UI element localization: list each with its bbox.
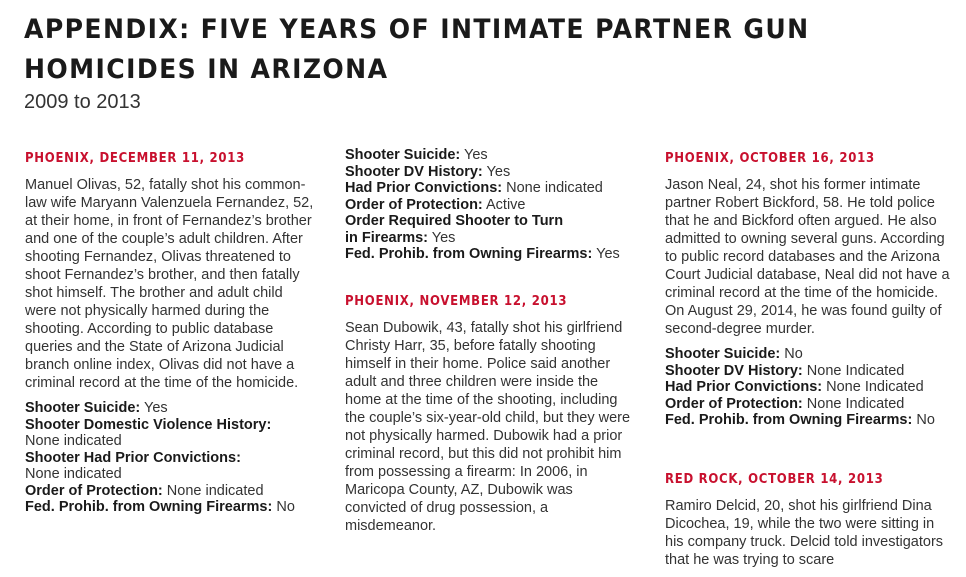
fact-label: Shooter DV History: bbox=[345, 163, 483, 180]
fact-label: Shooter Suicide: bbox=[25, 400, 141, 416]
fact-label: Order of Protection: bbox=[345, 196, 483, 213]
fact-row bbox=[345, 213, 575, 246]
fact-value: None Indicated bbox=[806, 395, 905, 412]
fact-value: Yes bbox=[431, 229, 456, 246]
entry-narrative: Manuel Olivas, 52, fatally shot his common-law wife Maryann Valenzuela Fernandez, 52, at their home, in front of Fernandez’s brother and one of the couple’s adult children. After shooting Fernandez, Olivas threatened to shoot Fernandez’s brother, and then fatally shot himself. The brother and adult child were not physically harmed during the shooting. According to public database queries and the State of Arizona Judicial branch online index, Olivas did not have a criminal record at the time of the homicide. bbox=[25, 177, 314, 391]
fact-value: None indicated bbox=[506, 180, 603, 196]
entry-facts bbox=[345, 147, 635, 263]
fact-label: Shooter DV History: bbox=[665, 362, 803, 379]
entry-heading: PHOENIX, DECEMBER 11, 2013 bbox=[25, 151, 245, 166]
entry-heading: PHOENIX, OCTOBER 16, 2013 bbox=[665, 151, 875, 166]
entry-narrative: Sean Dubowik, 43, fatally shot his girlfriend Christy Harr, 35, before fatally shooting himself in their home. Police said another adult and three children were inside the home at the time of the shooting, including the couple’s six-year-old child, but they were not physically harmed. Dubowik had a prior criminal record, but this did not prohibit him from possessing a firearm: In 2006, in Maricopa County, AZ, Dubowik was convicted of drug possession, a misdemeanor. bbox=[345, 319, 631, 534]
fact-value: None indicated bbox=[25, 433, 122, 449]
fact-label: Order of Protection: bbox=[665, 395, 803, 412]
fact-label: Fed. Prohib. from Owning Firearms: bbox=[665, 412, 913, 428]
entry-heading: PHOENIX, NOVEMBER 12, 2013 bbox=[345, 293, 568, 309]
fact-row bbox=[25, 400, 315, 417]
fact-value: Yes bbox=[144, 400, 168, 416]
fact-label: Order Required Shooter to Turn in Firearms: bbox=[345, 213, 564, 246]
fact-row bbox=[665, 346, 955, 363]
fact-value: No bbox=[784, 346, 803, 362]
entry-narrative: Jason Neal, 24, shot his former intimate partner Robert Bickford, 58. He told police that he and Bickford often argued. He also admitted to owning several guns. According to public record databases and the Arizona Court Judicial database, Neal did not have a criminal record at the time of the homicide. On August 29, 2014, he was found guilty of second-degree murder. bbox=[665, 177, 950, 337]
spacer bbox=[345, 263, 635, 293]
column-2 bbox=[345, 147, 635, 543]
fact-value: None indicated bbox=[25, 466, 122, 482]
fact-row bbox=[665, 412, 955, 429]
fact-value: Active bbox=[486, 196, 526, 213]
fact-label: Shooter Suicide: bbox=[665, 346, 781, 362]
spacer bbox=[665, 429, 955, 471]
fact-value: None Indicated bbox=[806, 362, 905, 379]
fact-row bbox=[665, 363, 955, 380]
entry-narrative: Ramiro Delcid, 20, shot his girlfriend Dina Dicochea, 19, while the two were sitting in his company truck. Delcid told investigators that he was trying to scare bbox=[665, 497, 944, 568]
fact-row bbox=[665, 396, 955, 413]
fact-row bbox=[25, 450, 315, 483]
column-1 bbox=[25, 150, 315, 516]
fact-value: Yes bbox=[596, 246, 620, 262]
entry-facts bbox=[665, 346, 955, 429]
fact-value: None indicated bbox=[166, 482, 264, 499]
fact-value: None Indicated bbox=[826, 379, 924, 395]
fact-row bbox=[345, 147, 635, 164]
fact-value: Yes bbox=[464, 147, 488, 163]
page-subtitle: 2009 to 2013 bbox=[24, 91, 141, 113]
fact-row bbox=[665, 379, 955, 396]
fact-label: Shooter Had Prior Convictions: bbox=[25, 449, 241, 466]
fact-row bbox=[25, 499, 315, 516]
fact-value: Yes bbox=[486, 163, 511, 180]
fact-label: Had Prior Convictions: bbox=[665, 379, 823, 395]
fact-label: Fed. Prohib. from Owning Firearms: bbox=[25, 499, 273, 515]
fact-value: No bbox=[276, 499, 295, 515]
fact-row bbox=[25, 417, 315, 450]
fact-row bbox=[345, 164, 635, 181]
page-title: APPENDIX: FIVE YEARS OF INTIMATE PARTNER GUN HOMICIDES IN ARIZONA bbox=[24, 14, 810, 85]
fact-label: Order of Protection: bbox=[25, 482, 163, 499]
fact-label: Shooter Domestic Violence History: bbox=[25, 416, 272, 433]
fact-row bbox=[345, 197, 635, 214]
entry-heading: RED ROCK, OCTOBER 14, 2013 bbox=[665, 471, 884, 487]
entry-facts bbox=[25, 400, 315, 516]
column-3 bbox=[665, 150, 955, 577]
fact-row bbox=[345, 180, 635, 197]
fact-row bbox=[345, 246, 635, 263]
fact-row bbox=[25, 483, 315, 500]
fact-value: No bbox=[916, 412, 935, 428]
fact-label: Shooter Suicide: bbox=[345, 147, 461, 163]
fact-label: Had Prior Convictions: bbox=[345, 180, 503, 196]
fact-label: Fed. Prohib. from Owning Firearms: bbox=[345, 246, 593, 262]
